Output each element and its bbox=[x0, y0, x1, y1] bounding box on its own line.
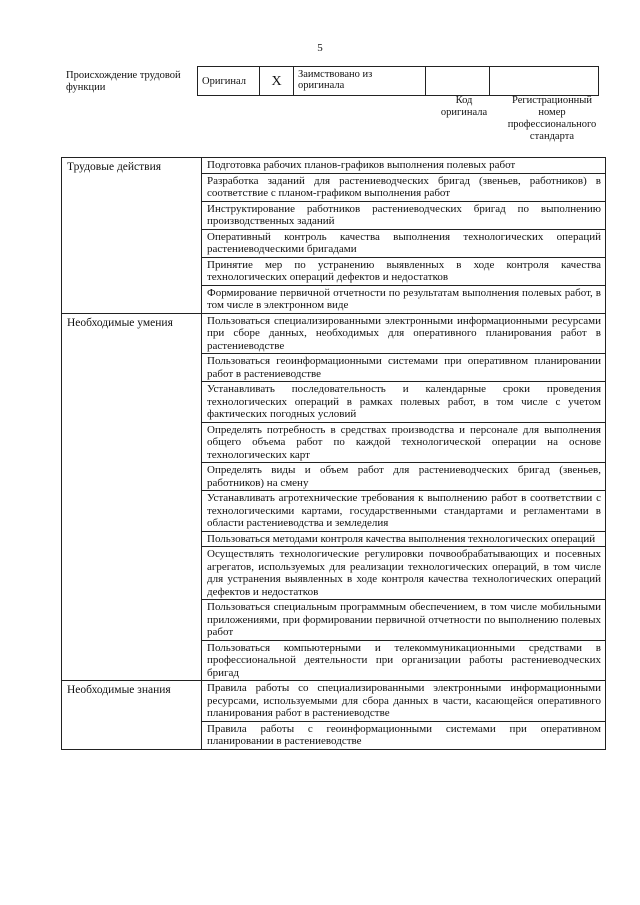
table-cell-item: Пользоваться специализированными электронными информационными ресурсами при сборе данных, необходимых для оперативного планирования работ в растениеводстве bbox=[202, 313, 606, 354]
original-label: Оригинал bbox=[198, 67, 260, 96]
table-cell-item: Разработка заданий для растениеводческих бригад (звеньев, работников) в соответствие с планом-графиком выполнения работ bbox=[202, 173, 606, 201]
table-cell-item: Инструктирование работников растениеводческих бригад по выполнению производственных заданий bbox=[202, 201, 606, 229]
table-cell-item: Пользоваться специальным программным обеспечением, в том числе мобильными приложениями, при формировании первичной отчетности по выполнению полевых работ bbox=[202, 600, 606, 641]
table-cell-item: Пользоваться компьютерными и телекоммуникационными средствами в профессиональной деятельности при организации работы растениеводческих бригад bbox=[202, 640, 606, 681]
table-cell-item: Правила работы со специализированными электронными информационными ресурсами, используемыми для сбора данных в части, касающейся оперативного планирования работ в растениеводстве bbox=[202, 681, 606, 722]
code-cell bbox=[426, 67, 490, 96]
table-cell-item: Определять потребность в средствах производства и персонале для выполнения общего объема работ по каждой технологической операции на основе технологических карт bbox=[202, 422, 606, 463]
origin-label: Происхождение трудовой функции bbox=[66, 70, 181, 93]
table-cell-item: Пользоваться геоинформационными системами при оперативном планировании работ в растениеводстве bbox=[202, 354, 606, 382]
table-row bbox=[62, 158, 606, 174]
table-row bbox=[62, 681, 606, 722]
section-title-labor-actions: Трудовые действия bbox=[62, 158, 202, 314]
section-title-required-skills: Необходимые умения bbox=[62, 313, 202, 681]
table-cell-item: Оперативный контроль качества выполнения технологических операций растениеводческими бригадами bbox=[202, 229, 606, 257]
table-cell-item: Определять виды и объем работ для растениеводческих бригад (звеньев, работников) на смену bbox=[202, 463, 606, 491]
table-cell-item: Осуществлять технологические регулировки почвообрабатывающих и посевных агрегатов, используемых для реализации технологических операций, в том числе для устранения выявленных в ходе контроля качества технологических операций дефектов и недостатков bbox=[202, 547, 606, 600]
original-mark: X bbox=[260, 67, 294, 96]
table-cell-item: Формирование первичной отчетности по результатам выполнения полевых работ, в том числе в электронном виде bbox=[202, 285, 606, 313]
origin-table bbox=[197, 66, 599, 96]
table-cell-item: Устанавливать последовательность и календарные сроки проведения технологических операций в рамках полевых работ, в том числе с учетом фактических погодных условий bbox=[202, 382, 606, 423]
page-number: 5 bbox=[317, 42, 323, 54]
table-cell-item: Принятие мер по устранению выявленных в ходе контроля качества технологических операций дефектов и недостатков bbox=[202, 257, 606, 285]
table-row bbox=[62, 313, 606, 354]
table-cell-item: Правила работы с геоинформационными системами при оперативном планировании в растениеводстве bbox=[202, 721, 606, 749]
code-label: Код оригинала bbox=[440, 95, 488, 118]
table-cell-item: Устанавливать агротехнические требования к выполнению работ в соответствии с технологическими картами, государственными стандартами и регламентами в области растениеводства и земледелия bbox=[202, 491, 606, 532]
table-cell-item: Подготовка рабочих планов-графиков выполнения полевых работ bbox=[202, 158, 606, 174]
reg-number-cell bbox=[490, 67, 599, 96]
reg-number-label: Регистрационный номер профессионального стандарта bbox=[507, 95, 597, 142]
borrowed-label: Заимствовано из оригинала bbox=[294, 67, 426, 96]
competency-table bbox=[61, 157, 606, 750]
table-cell-item: Пользоваться методами контроля качества выполнения технологических операций bbox=[202, 531, 606, 547]
section-title-required-knowledge: Необходимые знания bbox=[62, 681, 202, 750]
